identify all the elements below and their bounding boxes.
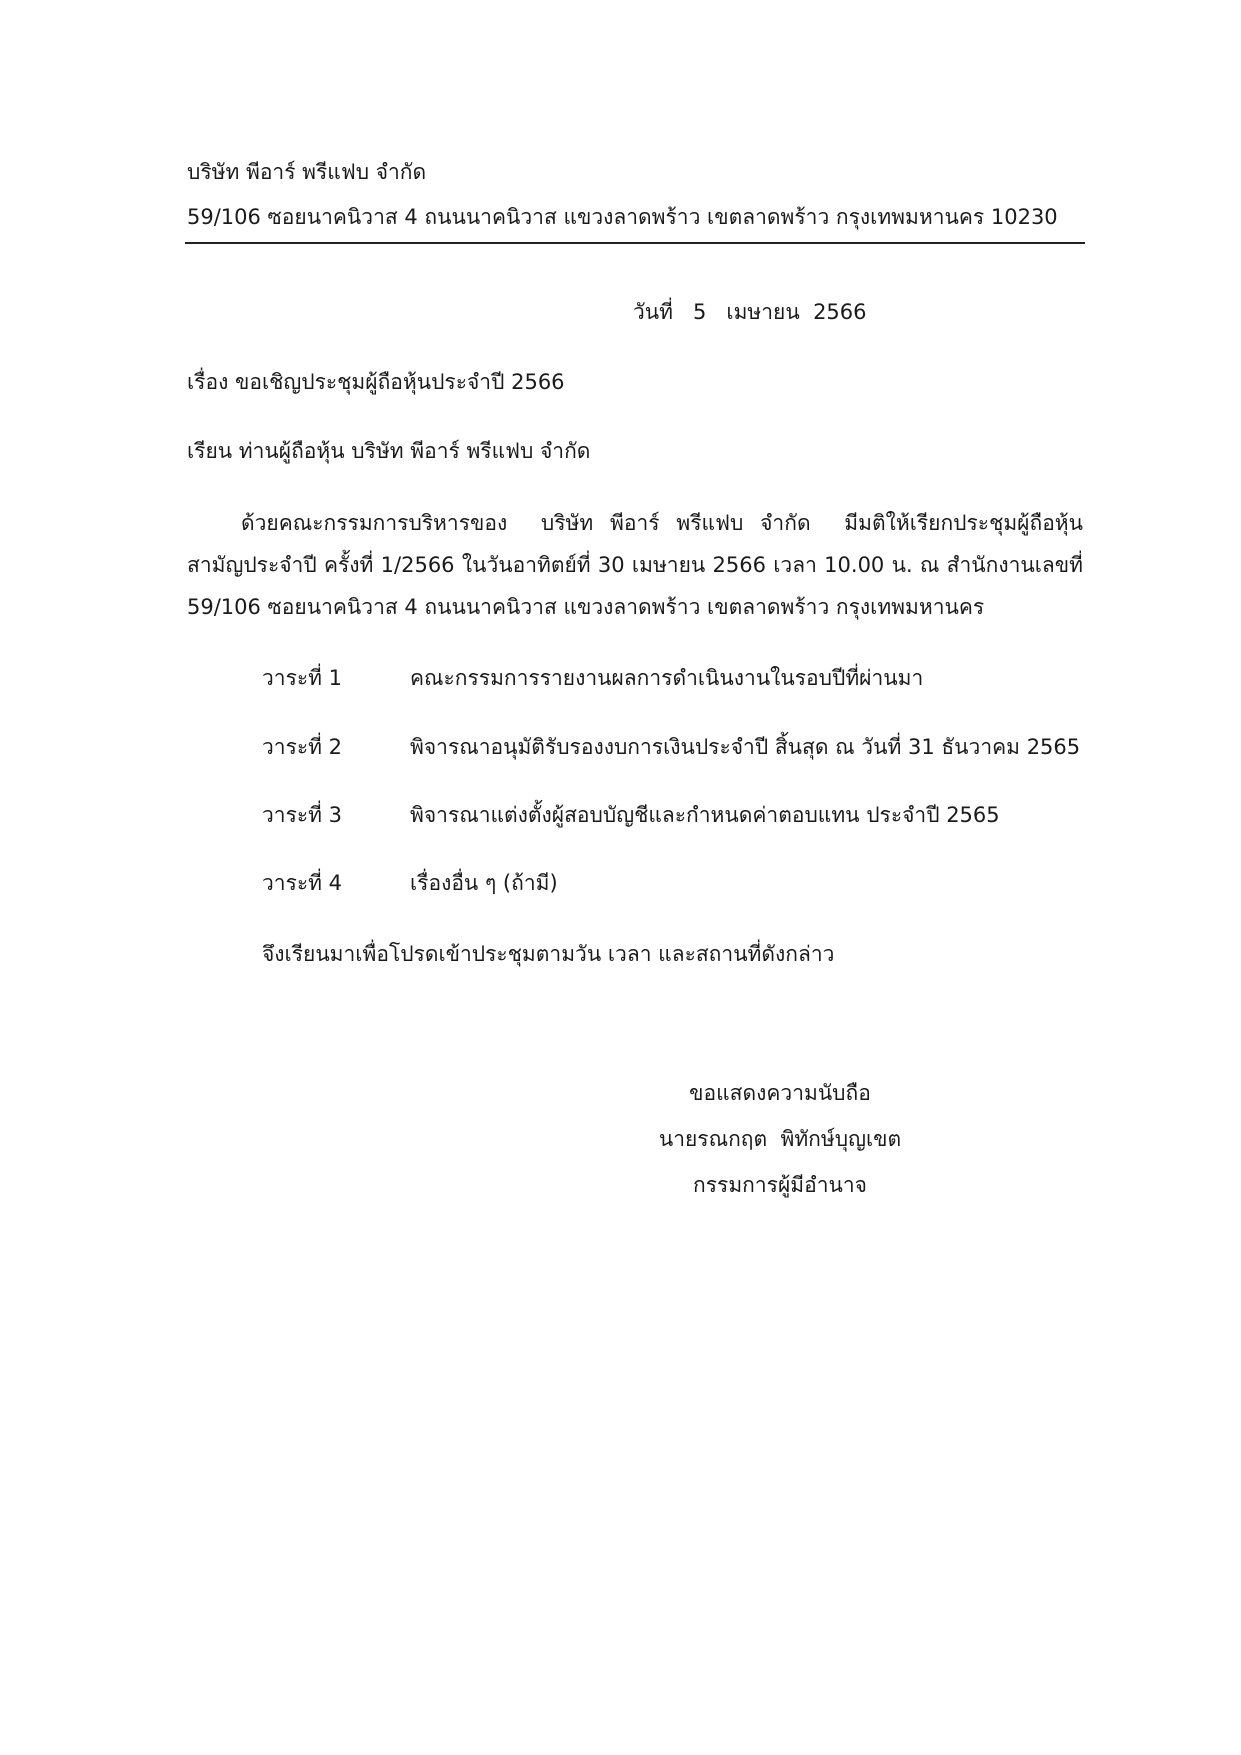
agenda-label-4: วาระที่ 4 <box>262 871 343 895</box>
signatory-name: นายรณกฤต พิทักษ์บุญเขต <box>658 1127 902 1151</box>
agenda-text-2: พิจารณาอนุมัติรับรองงบการเงินประจำปี สิ้นสุด ณ วันที่ 31 ธันวาคม 2565 <box>410 735 1081 759</box>
body-line-2: สามัญประจำปี ครั้งที่ 1/2566 ในวันอาทิตย์ที่ 30 เมษายน 2566 เวลา 10.00 น. ณ สำนักงานเลขที่ <box>187 553 1083 577</box>
letter-date: วันที่ 5 เมษายน 2566 <box>633 300 867 324</box>
closing-statement: จึงเรียนมาเพื่อโปรดเข้าประชุมตามวัน เวลา และสถานที่ดังกล่าว <box>262 942 835 966</box>
company-address: 59/106 ซอยนาคนิวาส 4 ถนนนาคนิวาส แขวงลาดพร้าว เขตลาดพร้าว กรุงเทพมหานคร 10230 <box>187 205 1058 229</box>
body-line-1: ด้วยคณะกรรมการบริหารของ บริษัท พีอาร์ พรีแฟบ จำกัด มีมติให้เรียกประชุมผู้ถือหุ้น <box>241 511 1083 535</box>
company-name: บริษัท พีอาร์ พรีแฟบ จำกัด <box>187 160 427 184</box>
agenda-label-3: วาระที่ 3 <box>262 803 343 827</box>
agenda-text-3: พิจารณาแต่งตั้งผู้สอบบัญชีและกำหนดค่าตอบแทน ประจำปี 2565 <box>410 803 1000 827</box>
header-divider <box>185 242 1085 244</box>
letter-subject: เรื่อง ขอเชิญประชุมผู้ถือหุ้นประจำปี 2566 <box>187 370 565 394</box>
agenda-text-1: คณะกรรมการรายงานผลการดำเนินงานในรอบปีที่ผ่านมา <box>410 666 924 690</box>
letter-recipient: เรียน ท่านผู้ถือหุ้น บริษัท พีอาร์ พรีแฟบ จำกัด <box>187 439 591 463</box>
body-paragraph <box>187 502 1083 628</box>
signature-regards: ขอแสดงความนับถือ <box>689 1081 871 1105</box>
body-line-3: 59/106 ซอยนาคนิวาส 4 ถนนนาคนิวาส แขวงลาดพร้าว เขตลาดพร้าว กรุงเทพมหานคร <box>187 595 985 619</box>
agenda-label-2: วาระที่ 2 <box>262 735 343 759</box>
agenda-text-4: เรื่องอื่น ๆ (ถ้ามี) <box>410 871 558 895</box>
signatory-title: กรรมการผู้มีอำนาจ <box>693 1173 867 1197</box>
agenda-label-1: วาระที่ 1 <box>262 666 343 690</box>
